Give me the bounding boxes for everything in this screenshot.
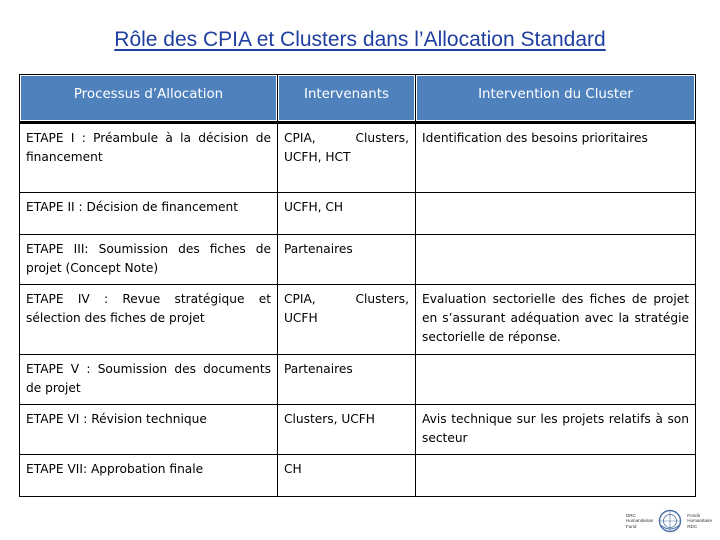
cell-intervention (416, 193, 696, 235)
cell-intervenants: CH (278, 455, 416, 497)
logo-text-french: Fonds Humanitaire RDC (687, 513, 712, 529)
drc-humanitarian-fund-logo (626, 508, 712, 534)
table-row (20, 405, 696, 455)
header-intervenants: Intervenants (278, 75, 416, 123)
cell-intervenants: Partenaires (278, 235, 416, 285)
cell-intervention (416, 455, 696, 497)
table-row (20, 193, 696, 235)
header-intervention: Intervention du Cluster (416, 75, 696, 123)
page-title: Rôle des CPIA et Clusters dans l’Allocation Standard (114, 28, 606, 51)
table-row (20, 123, 696, 193)
cell-intervention (416, 355, 696, 405)
un-emblem-icon (657, 508, 683, 534)
cell-intervention: Identification des besoins prioritaires (416, 123, 696, 193)
cell-intervenants: Clusters, UCFH (278, 405, 416, 455)
cell-processus: ETAPE IV : Revue stratégique et sélection des fiches de projet (20, 285, 278, 355)
cell-processus: ETAPE I : Préambule à la décision de financement (20, 123, 278, 193)
cell-processus: ETAPE VI : Révision technique (20, 405, 278, 455)
cell-processus: ETAPE VII: Approbation finale (20, 455, 278, 497)
cell-intervenants: CPIA, Clusters, UCFH, HCT (278, 123, 416, 193)
logo-text-english: DRC Humanitarian Fund (625, 513, 654, 529)
header-row (20, 75, 696, 123)
cell-intervenants: Partenaires (278, 355, 416, 405)
cell-intervenants: CPIA, Clusters, UCFH (278, 285, 416, 355)
table-row (20, 285, 696, 355)
allocation-table (19, 74, 696, 497)
cell-intervention: Avis technique sur les projets relatifs à son secteur (416, 405, 696, 455)
cell-processus: ETAPE II : Décision de financement (20, 193, 278, 235)
cell-intervention (416, 235, 696, 285)
cell-processus: ETAPE V : Soumission des documents de projet (20, 355, 278, 405)
table-row (20, 235, 696, 285)
cell-intervenants: UCFH, CH (278, 193, 416, 235)
table-row (20, 455, 696, 497)
header-processus: Processus d’Allocation (20, 75, 278, 123)
cell-processus: ETAPE III: Soumission des fiches de projet (Concept Note) (20, 235, 278, 285)
cell-intervention: Evaluation sectorielle des fiches de projet en s’assurant adéquation avec la stratégie sectorielle de réponse. (416, 285, 696, 355)
table-row (20, 355, 696, 405)
